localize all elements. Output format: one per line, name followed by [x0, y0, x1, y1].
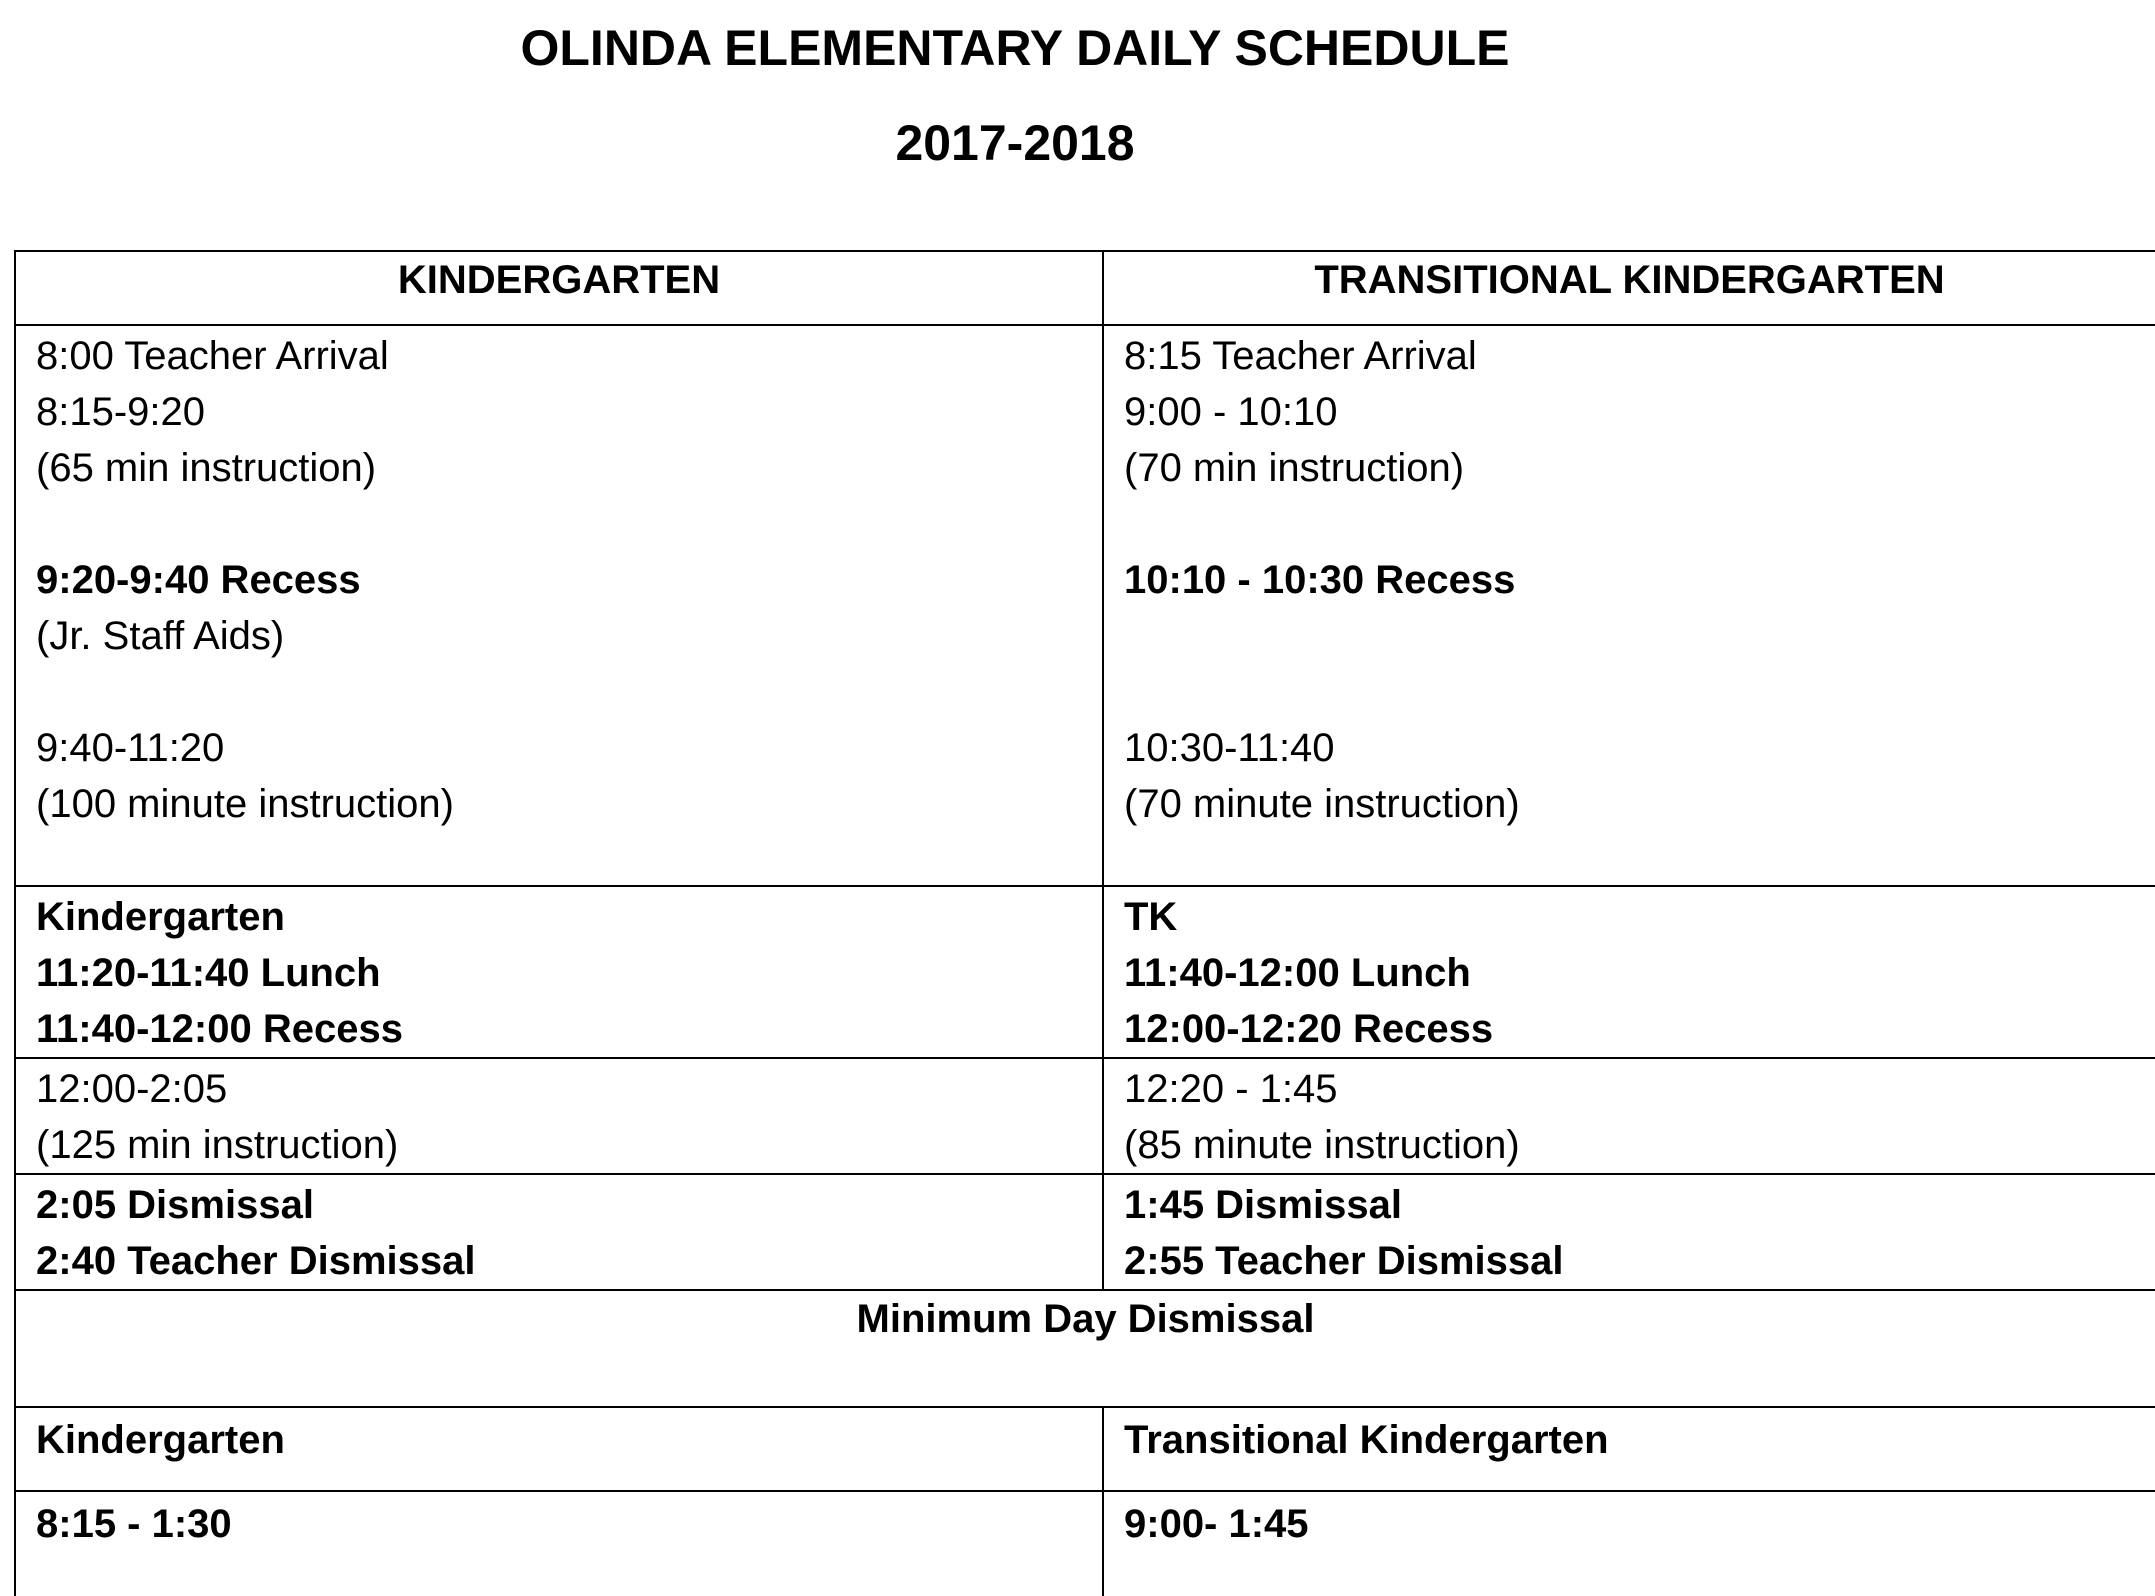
spacer [1124, 608, 2135, 664]
min-day-k-label: Kindergarten [15, 1407, 1103, 1491]
k-recess: 9:20-9:40 Recess [36, 558, 361, 602]
tk-teacher-dismissal: 2:55 Teacher Dismissal [1124, 1239, 1564, 1283]
k-block1-note: (65 min instruction) [36, 446, 377, 490]
tk-block1-time: 9:00 - 10:10 [1124, 390, 1338, 434]
tk-block2-time: 10:30-11:40 [1124, 726, 1335, 770]
schedule-table [14, 250, 2155, 1596]
k-block2-note: (100 minute instruction) [36, 782, 454, 826]
min-day-tk-time: 9:00- 1:45 [1103, 1491, 2155, 1596]
minimum-day-title: Minimum Day Dismissal [15, 1290, 2155, 1407]
k-block1-time: 8:15-9:20 [36, 390, 206, 434]
tk-morning-cell [1103, 325, 2155, 886]
tk-block2-note: (70 minute instruction) [1124, 782, 1520, 826]
morning-row [15, 325, 2155, 886]
tk-block1-note: (70 min instruction) [1124, 446, 1465, 490]
kindergarten-header: KINDERGARTEN [15, 251, 1103, 325]
minimum-day-time-row [15, 1491, 2155, 1596]
spacer [1124, 496, 2135, 552]
min-day-tk-label: Transitional Kindergarten [1103, 1407, 2155, 1491]
kindergarten-afternoon-cell [15, 1058, 1103, 1174]
k-lunch-time: 11:20-11:40 Lunch [36, 951, 381, 995]
tk-lunch-cell [1103, 886, 2155, 1058]
minimum-day-banner-row [15, 1290, 2155, 1407]
tk-lunch-time: 11:40-12:00 Lunch [1124, 951, 1471, 995]
k-lunch-label: Kindergarten [36, 895, 285, 939]
spacer [1124, 664, 2135, 720]
k-lunch-recess: 11:40-12:00 Recess [36, 1007, 403, 1051]
k-dismissal: 2:05 Dismissal [36, 1183, 314, 1227]
page-title: OLINDA ELEMENTARY DAILY SCHEDULE [520, 20, 1510, 76]
k-teacher-dismissal: 2:40 Teacher Dismissal [36, 1239, 476, 1283]
tk-recess: 10:10 - 10:30 Recess [1124, 558, 1516, 602]
tk-lunch-label: TK [1124, 895, 1178, 939]
k-block3-time: 12:00-2:05 [36, 1067, 228, 1111]
afternoon-instruction-row [15, 1058, 2155, 1174]
tk-block3-time: 12:20 - 1:45 [1124, 1067, 1338, 1111]
tk-afternoon-cell [1103, 1058, 2155, 1174]
kindergarten-dismissal-cell [15, 1174, 1103, 1290]
lunch-row [15, 886, 2155, 1058]
tk-block3-note: (85 minute instruction) [1124, 1123, 1520, 1167]
table-header-row [15, 251, 2155, 325]
kindergarten-lunch-cell [15, 886, 1103, 1058]
k-block3-note: (125 min instruction) [36, 1123, 399, 1167]
kindergarten-morning-cell [15, 325, 1103, 886]
tk-lunch-recess: 12:00-12:20 Recess [1124, 1007, 1494, 1051]
tk-dismissal-cell [1103, 1174, 2155, 1290]
tk-teacher-arrival: 8:15 Teacher Arrival [1124, 334, 1477, 378]
dismissal-row [15, 1174, 2155, 1290]
min-day-k-time: 8:15 - 1:30 [15, 1491, 1103, 1596]
tk-header: TRANSITIONAL KINDERGARTEN [1103, 251, 2155, 325]
k-block2-time: 9:40-11:20 [36, 726, 225, 770]
school-year: 2017-2018 [895, 115, 1135, 171]
spacer [36, 496, 1082, 552]
tk-dismissal: 1:45 Dismissal [1124, 1183, 1402, 1227]
k-teacher-arrival: 8:00 Teacher Arrival [36, 334, 389, 378]
minimum-day-label-row [15, 1407, 2155, 1491]
spacer [36, 664, 1082, 720]
k-recess-note: (Jr. Staff Aids) [36, 614, 285, 658]
